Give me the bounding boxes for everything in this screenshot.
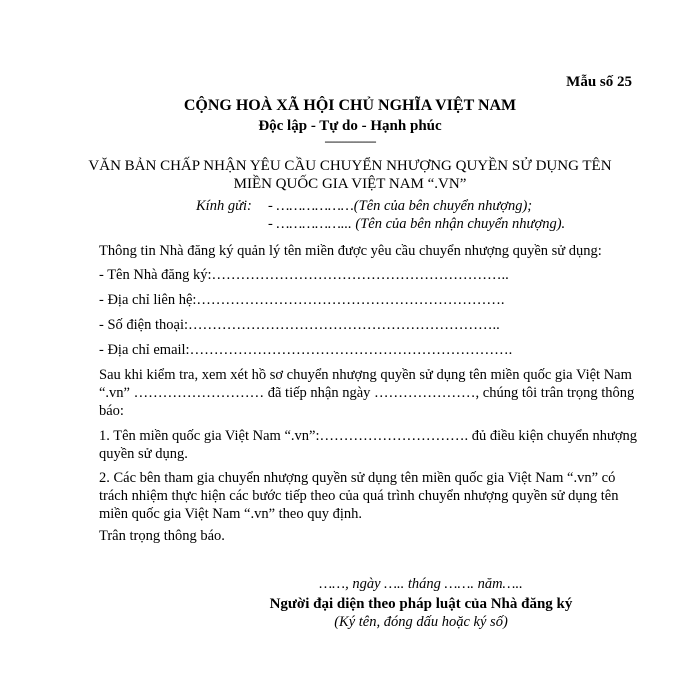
- recipient-transferee: - ……………... (Tên của bên nhận chuyển nhượng).: [268, 216, 566, 232]
- registrar-name-field: - Tên Nhà đăng ký:……………………………………………………..: [99, 267, 509, 283]
- signer-title: Người đại diện theo pháp luật của Nhà đăng ký: [269, 596, 573, 612]
- document-title: VĂN BẢN CHẤP NHẬN YÊU CẦU CHUYỂN NHƯỢNG QUYỀN SỬ DỤNG TÊN MIỀN QUỐC GIA VIỆT NAM “.VN”: [88, 158, 612, 192]
- recipient-label: Kính gửi:: [196, 198, 252, 214]
- registrar-info-intro: Thông tin Nhà đăng ký quản lý tên miền được yêu cầu chuyển nhượng quyền sử dụng:: [99, 243, 602, 259]
- item-2-paragraph: 2. Các bên tham gia chuyển nhượng quyền sử dụng tên miền quốc gia Việt Nam “.vn” có trách nhiệm thực hiện các bước tiếp theo của quá trình chuyển nhượng quyền sử dụng tên miền quốc gia Việt Nam “.vn” theo quy định.: [99, 470, 619, 522]
- registrar-phone-field: - Số điện thoại:………………………………………………………..: [99, 317, 500, 333]
- national-header: CỘNG HOÀ XÃ HỘI CHỦ NGHĨA VIỆT NAM: [183, 97, 517, 114]
- signature-date-line: ……, ngày ….. tháng ……. năm…..: [319, 576, 523, 592]
- item-1-paragraph: 1. Tên miền quốc gia Việt Nam “.vn”:…………………………. đủ điều kiện chuyển nhượng quyền sử dụng.: [99, 428, 638, 462]
- registrar-address-field: - Địa chỉ liên hệ:……………………………………………………….: [99, 292, 505, 308]
- review-paragraph: Sau khi kiểm tra, xem xét hồ sơ chuyển nhượng quyền sử dụng tên miền quốc gia Việt Nam “.vn” ……………………… đã tiếp nhận ngày …………………, chúng tôi trân trọng thông báo:: [99, 367, 635, 419]
- form-number: Mẫu số 25: [566, 74, 632, 90]
- header-divider: -----------------: [324, 134, 376, 148]
- closing-line: Trân trọng thông báo.: [99, 528, 225, 544]
- national-motto: Độc lập - Tự do - Hạnh phúc: [258, 118, 442, 134]
- recipient-transferor: - ………………(Tên của bên chuyển nhượng);: [268, 198, 533, 214]
- signature-note: (Ký tên, đóng dấu hoặc ký số): [334, 614, 508, 630]
- registrar-email-field: - Địa chỉ email:………………………………………………………….: [99, 342, 513, 358]
